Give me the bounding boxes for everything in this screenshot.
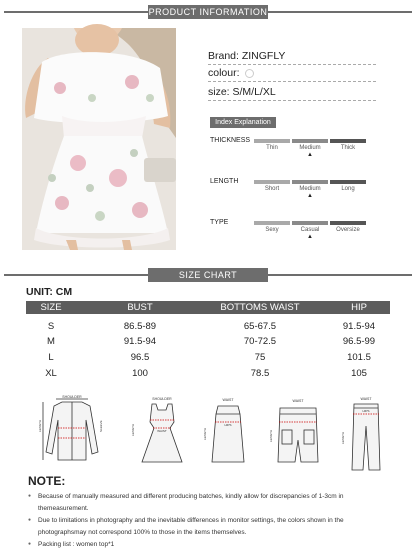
scale-segment [330,139,366,143]
header-bust: BUST [127,302,153,313]
colour-row [208,64,376,82]
product-info-title: PRODUCT INFORMATION [148,7,268,17]
jacket-measurement-figure [40,396,104,472]
scale-label: Oversize [336,227,360,233]
scale-segment [292,180,328,184]
header-hip: HIP [351,302,367,313]
cell-bust: 96.5 [130,352,150,363]
cell-bust: 100 [132,368,148,379]
shoulder-label: SHOULDER [62,395,82,399]
scale-segment [330,221,366,225]
cell-hip: 96.5-99 [342,336,376,347]
table-row [26,368,390,382]
unit-label: UNIT: CM [26,286,73,298]
cell-bust: 86.5-89 [123,321,157,332]
cell-size: M [47,336,55,347]
svg-text:LENGTH: LENGTH [269,429,273,442]
param-title: THICKNESS [210,137,251,144]
scale-segment [292,221,328,225]
cell-size: L [48,352,54,363]
svg-text:LENGTH: LENGTH [341,431,345,444]
scale-label: Sexy [265,227,279,233]
note-item: ● Due to limitations in photography and the inevitable differences in monitor settings, the colors shown in the [28,515,392,527]
shorts-measurement-figure [266,396,330,472]
cell-size: S [47,321,55,332]
svg-text:WAIST: WAIST [157,429,167,433]
selected-marker: ▲ [307,234,313,240]
table-row [26,321,390,335]
cell-hip: 91.5-94 [342,321,376,332]
size-chart-title: SIZE CHART [148,268,268,282]
index-explanation-label: Index Explanation [210,117,276,128]
size-row [208,83,376,101]
product-photo [22,28,176,250]
cell-waist: 78.5 [250,368,270,379]
scale-label: Thick [340,145,356,151]
note-title: NOTE: [28,474,66,488]
scale-segment [254,139,290,143]
scale-label: Long [341,186,355,192]
scale-segment [254,221,290,225]
svg-text:WAIST: WAIST [292,399,304,403]
header-waist: BOTTOMS WAIST [220,302,300,313]
colour-label: colour: [208,67,240,79]
scale-label: Medium [299,186,321,192]
param-title: TYPE [210,219,229,226]
cell-waist: 65-67.5 [243,321,277,332]
note-item: ● Packing list : women top*1 [28,539,392,551]
svg-text:SLEEVE: SLEEVE [99,420,103,432]
scale-segment [330,180,366,184]
cell-bust: 91.5-94 [123,336,157,347]
brand-row [208,47,376,65]
svg-text:HIPS: HIPS [224,423,232,427]
svg-text:LENGTH: LENGTH [203,427,207,440]
skirt-measurement-figure [196,396,260,472]
brand-label: Brand: ZINGFLY [208,50,286,62]
dress-measurement-figure [130,396,194,472]
svg-text:SHOULDER: SHOULDER [152,397,172,401]
note-item-continued: photographsmay not correspond 100% to those in the items themselves. [38,529,247,536]
cell-waist: 75 [254,352,266,363]
svg-text:LENGTH: LENGTH [38,419,42,432]
header-size: SIZE [40,302,62,313]
size-chart-header [0,268,416,282]
pants-measurement-figure [334,396,398,472]
svg-text:WAIST: WAIST [360,397,372,401]
scale-label: Short [264,186,280,192]
scale-label: Casual [300,227,320,233]
note-item: ● Because of manually measured and different producing batches, kindly allow for discrepancies of 1-3cm in [28,491,392,503]
svg-text:WAIST: WAIST [222,398,234,402]
cell-waist: 70-72.5 [243,336,277,347]
size-table-header [26,301,390,314]
param-title: LENGTH [210,178,239,185]
scale-label: Thin [266,145,278,151]
scale-segment [292,139,328,143]
svg-text:HIPS: HIPS [362,409,370,413]
cell-hip: 105 [351,368,367,379]
scale-segment [254,180,290,184]
table-row [26,352,390,366]
product-info-header [0,5,416,19]
scale-label: Medium [299,145,321,151]
selected-marker: ▲ [307,193,313,199]
colour-swatch[interactable] [245,69,254,78]
selected-marker: ▲ [307,152,313,158]
size-label: size: S/M/L/XL [208,86,276,98]
svg-text:LENGTH: LENGTH [131,423,135,436]
cell-size: XL [45,368,57,379]
table-row [26,336,390,350]
cell-hip: 101.5 [347,352,371,363]
note-item-continued: themeasurement. [38,505,89,512]
